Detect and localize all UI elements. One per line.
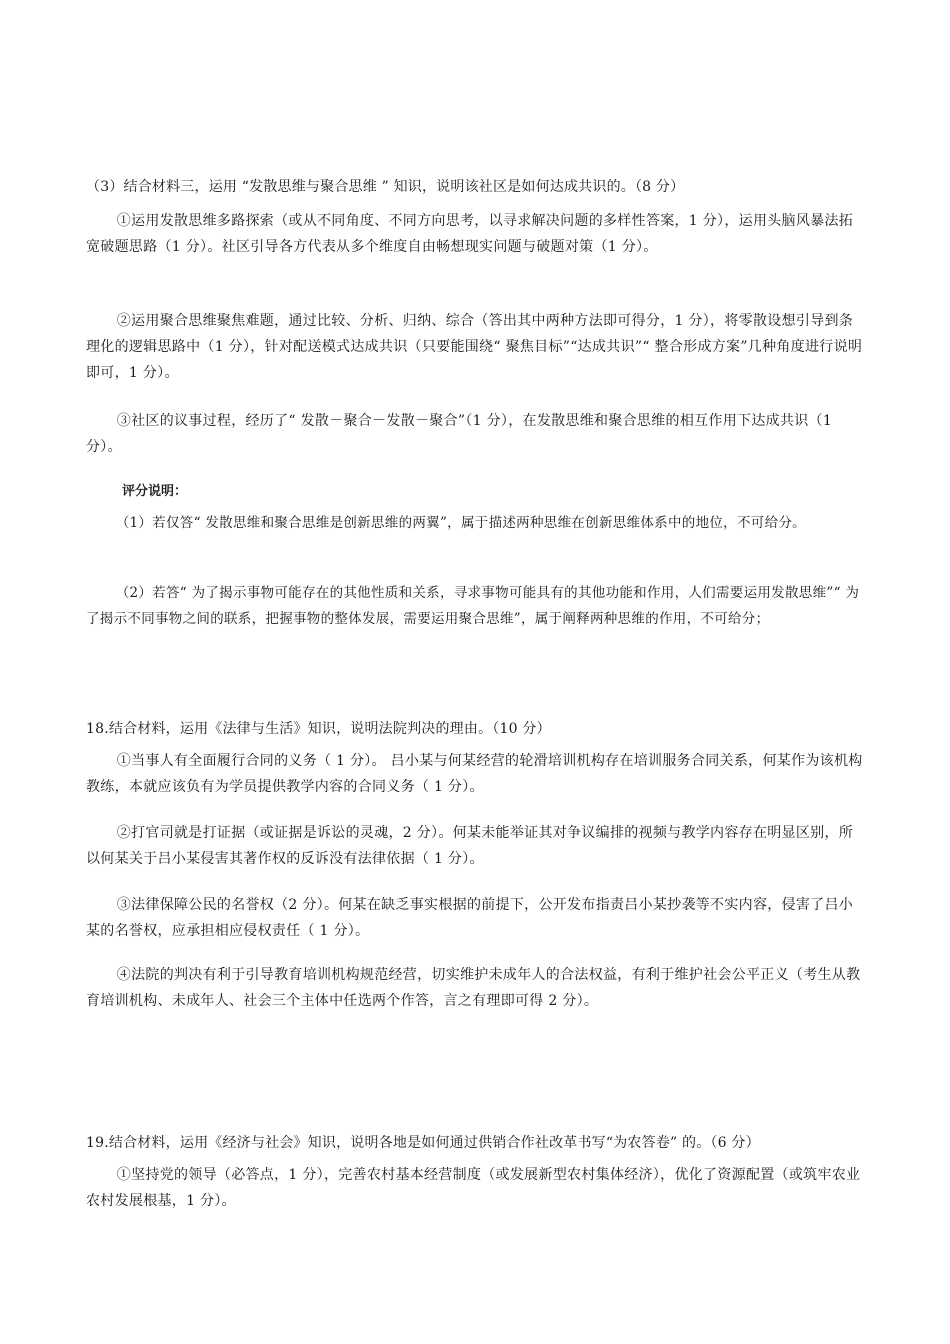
- question-17-3-title: （3）结合材料三，运用 “发散思维与聚合思维 ” 知识，说明该社区是如何达成共识的。（8 分）: [86, 179, 685, 195]
- scoring-note-title: 评分说明：: [122, 484, 188, 499]
- q17-3-point-1: ①运用发散思维多路探索（或从不同角度、不同方向思考，以寻求解决问题的多样性答案，1 分），运用头脑风暴法拓宽破题思路（1 分）。社区引导各方代表从多个维度自由畅想现实问题与破题对策（1 分）。: [86, 213, 854, 255]
- scoring-note-1: （1）若仅答“ 发散思维和聚合思维是创新思维的两翼”，属于描述两种思维在创新思维体系中的地位，不可给分。: [115, 515, 806, 531]
- scoring-note-2: （2）若答“ 为了揭示事物可能存在的其他性质和关系，寻求事物可能具有的其他功能和作用，人们需要运用发散思维”“ 为了揭示不同事物之间的联系，把握事物的整体发展，需要运用聚合思维”，属于阐释两种思维的作用，不可给分；: [86, 585, 860, 627]
- q17-3-point-3: ③社区的议事过程，经历了“ 发散－聚合－发散－聚合”（1 分），在发散思维和聚合思维的相互作用下达成共识（1 分）。: [86, 413, 833, 455]
- q17-3-point-2: ②运用聚合思维聚焦难题，通过比较、分析、归纳、综合（答出其中两种方法即可得分，1 分），将零散设想引导到条理化的逻辑思路中（1 分），针对配送模式达成共识（只要能围绕“ 聚焦目标”“达成共识”“ 整合形成方案”几种角度进行说明即可，1 分）。: [86, 313, 863, 381]
- q19-point-1: ①坚持党的领导（必答点，1 分），完善农村基本经营制度（或发展新型农村集体经济），优化了资源配置（或筑牢农业农村发展根基，1 分）。: [86, 1167, 861, 1209]
- q18-point-3: ③法律保障公民的名誉权（2 分）。何某在缺乏事实根据的前提下，公开发布指责吕小某抄袭等不实内容，侵害了吕小某的名誉权，应承担相应侵权责任（ 1 分）。: [86, 897, 854, 939]
- question-19-title: 19.结合材料，运用《经济与社会》知识，说明各地是如何通过供销合作社改革书写“为农答卷” 的。（6 分）: [86, 1135, 760, 1151]
- q18-point-4: ④法院的判决有利于引导教育培训机构规范经营，切实维护未成年人的合法权益，有利于维护社会公平正义（考生从教育培训机构、未成年人、社会三个主体中任选两个作答，言之有理即可得 2 分）。: [86, 967, 861, 1009]
- q18-point-2: ②打官司就是打证据（或证据是诉讼的灵魂，2 分）。何某未能举证其对争议编排的视频与教学内容存在明显区别，所以何某关于吕小某侵害其著作权的反诉没有法律依据（ 1 分）。: [86, 825, 854, 867]
- q18-point-1: ①当事人有全面履行合同的义务（ 1 分）。 吕小某与何某经营的轮滑培训机构存在培训服务合同关系，何某作为该机构教练，本就应该负有为学员提供教学内容的合同义务（ 1 分）。: [86, 753, 863, 795]
- question-18-title: 18.结合材料，运用《法律与生活》知识，说明法院判决的理由。（10 分）: [86, 721, 551, 737]
